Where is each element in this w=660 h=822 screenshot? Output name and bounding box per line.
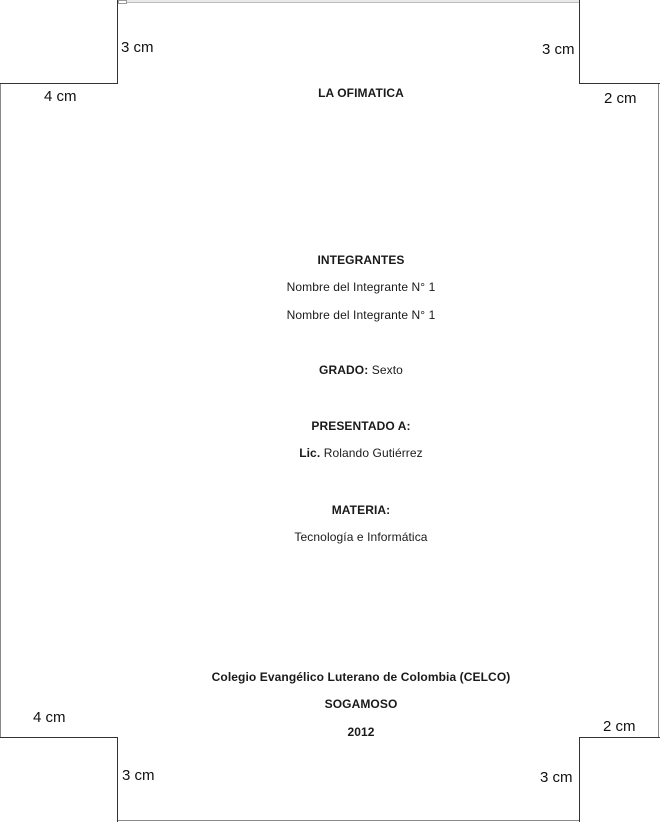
institution-name: Colegio Evangélico Luterano de Colombia (CELCO): [211, 670, 511, 684]
document-year: 2012: [347, 725, 375, 739]
grado-label: GRADO:: [319, 363, 369, 377]
docente-name: Rolando Gutiérrez: [320, 446, 423, 460]
margin-label-bottom-right-horizontal: 2 cm: [603, 718, 636, 735]
margin-label-bottom-right-vertical: 3 cm: [540, 769, 573, 786]
grado-line: [0, 363, 660, 377]
margin-label-top-right-horizontal: 2 cm: [604, 90, 637, 107]
margin-guide-bottom-left: [0, 737, 118, 822]
margin-label-top-right-vertical: 3 cm: [542, 41, 575, 58]
margin-guide-top-right: [579, 0, 660, 84]
indent-marker[interactable]: [118, 0, 127, 4]
integrantes-heading: INTEGRANTES: [317, 253, 405, 267]
presentado-heading: PRESENTADO A:: [311, 419, 411, 433]
docente-line: [0, 446, 660, 460]
document-title: LA OFIMATICA: [318, 86, 404, 100]
margin-label-bottom-left-vertical: 3 cm: [122, 767, 155, 784]
city-name: SOGAMOSO: [324, 697, 398, 711]
integrante-name-1: Nombre del Integrante N° 1: [286, 280, 436, 294]
materia-value: Tecnología e Informática: [294, 530, 428, 544]
margin-label-bottom-left-horizontal: 4 cm: [33, 709, 66, 726]
margin-guide-top-left: [0, 0, 118, 84]
grado-value: Sexto: [368, 363, 403, 377]
docente-prefix: Lic.: [299, 446, 321, 460]
margin-guide-bottom-right: [579, 737, 660, 822]
margin-label-top-left-horizontal: 4 cm: [44, 88, 77, 105]
materia-heading: MATERIA:: [331, 503, 391, 517]
integrante-name-2: Nombre del Integrante N° 1: [286, 308, 436, 322]
margin-label-top-left-vertical: 3 cm: [121, 39, 154, 56]
